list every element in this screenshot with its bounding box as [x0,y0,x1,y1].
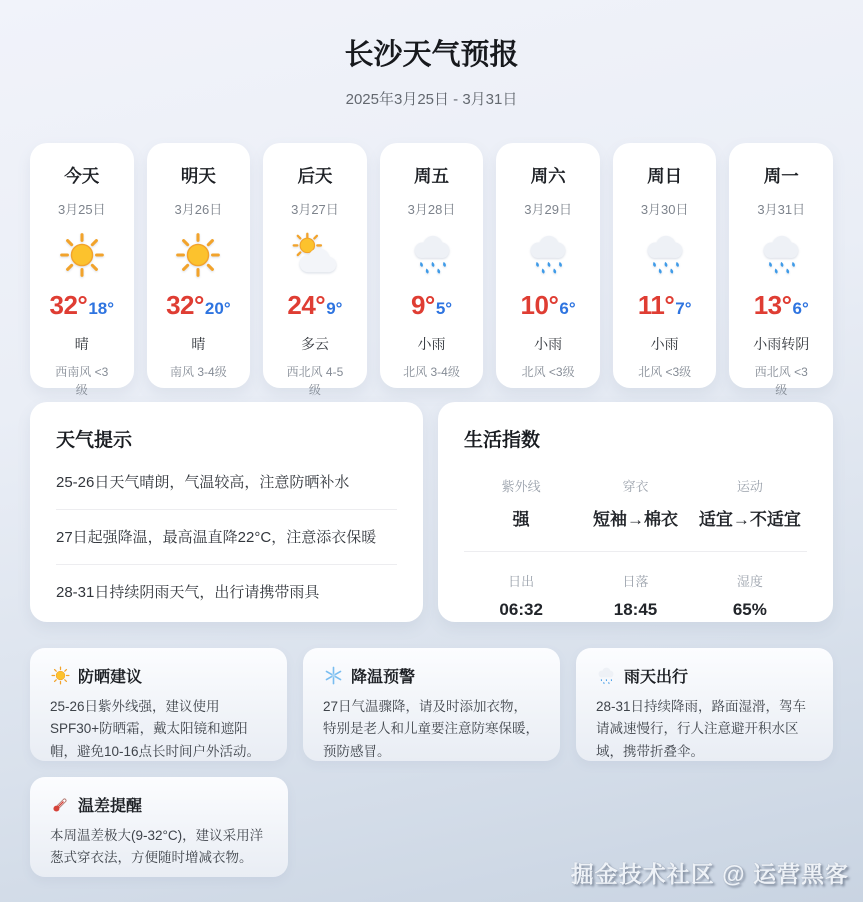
sun-icon [59,232,105,278]
weather-desc: 多云 [300,336,329,352]
day-date: 3月29日 [524,202,572,217]
weather-tips-list [56,455,397,619]
day-card-monday [729,143,833,397]
temperature-pair [638,290,692,321]
advice-title: 温差提醒 [78,798,143,815]
wind-info: 北风 <3级 [638,365,692,379]
day-name: 后天 [297,166,333,186]
wind-info: 南风 3-4级 [170,365,227,379]
advice-title: 雨天出行 [624,669,689,686]
wind-info: 西北风 <3级 [754,365,808,397]
tip-item: 25-26日天气晴朗，气温较高，注意防晒补水 [56,455,397,510]
rain-icon [758,232,804,278]
day-name: 周一 [763,166,799,186]
weather-desc: 晴 [74,336,89,352]
weather-desc: 小雨 [650,336,679,352]
day-card-saturday [496,143,600,388]
rain-icon [642,232,688,278]
day-name: 明天 [180,166,216,186]
advice-row [0,648,863,761]
life-value: 适宜→不适宜 [698,510,801,529]
high-temp: 10° [520,290,559,320]
low-temp: 18° [88,299,115,318]
day-card-day-after [263,143,367,397]
life-label: 湿度 [736,574,763,589]
day-card-friday [380,143,484,388]
partly-cloudy-icon [292,232,338,278]
high-temp: 11° [637,290,675,320]
day-card-sunday [613,143,717,388]
page-header [0,0,863,109]
forecast-row [0,143,863,397]
life-label: 日出 [508,574,535,589]
weather-desc: 小雨转阴 [753,336,810,352]
advice-card-cooling-warning [303,648,560,761]
life-cell-humidity [693,571,807,620]
day-date: 3月28日 [407,202,456,217]
advice-header [50,793,268,816]
divider [464,551,807,552]
life-value: 短袖→棉衣 [592,510,678,529]
temperature-pair [287,290,342,321]
weather-tips-card [30,402,423,622]
wind-info: 西北风 4-5级 [286,365,344,397]
life-label: 穿衣 [622,479,649,494]
low-temp: 9° [326,299,343,318]
thermometer-icon [50,795,70,815]
life-index-grid [464,476,807,620]
temperature-pair [411,290,452,321]
low-temp: 5° [435,299,453,318]
temperature-pair [166,290,231,321]
day-date: 3月26日 [174,202,223,217]
page-title: 长沙天气预报 [344,39,519,71]
weather-desc: 小雨 [417,336,446,352]
sun-icon [175,232,221,278]
rain-cloud-icon [596,666,616,686]
temperature-pair [50,290,115,321]
advice-card-sun-protection [30,648,287,761]
wind-info: 西南风 <3级 [55,365,109,397]
life-cell-sunset [578,571,692,620]
life-label: 运动 [736,479,763,494]
low-temp: 6° [559,299,576,318]
wind-info: 北风 <3级 [521,365,575,379]
wind-info: 北风 3-4级 [403,365,460,379]
day-name: 周五 [414,166,450,186]
life-label: 紫外线 [501,479,541,494]
sun-icon [50,666,70,686]
day-name: 周六 [530,166,566,186]
watermark: 掘金技术社区 @ 运营黑客 [570,861,849,887]
advice-title: 防晒建议 [78,669,143,686]
temperature-pair [754,290,809,321]
advice-header [596,664,813,687]
advice-title: 降温预警 [351,669,416,686]
high-temp: 13° [753,290,792,320]
tip-item: 27日起强降温，最高温直降22°C，注意添衣保暖 [56,510,397,565]
life-cell-clothing [578,476,692,530]
life-value: 18:45 [613,600,658,619]
life-index-title: 生活指数 [464,430,541,451]
middle-section [0,402,863,622]
day-date: 3月31日 [757,202,806,217]
day-card-tomorrow [147,143,251,388]
life-index-card [438,402,833,622]
day-date: 3月30日 [640,202,689,217]
day-name: 周日 [647,166,683,186]
high-temp: 9° [410,290,435,320]
advice-text: 27日气温骤降，请及时添加衣物，特别是老人和儿童要注意防寒保暖，预防感冒。 [323,699,539,759]
advice-card-temp-difference [30,777,288,877]
temperature-pair [521,290,576,321]
advice-text: 本周温差极大(9-32°C)，建议采用洋葱式穿衣法，方便随时增减衣物。 [50,828,264,866]
life-value: 强 [512,510,530,529]
weather-tips-title: 天气提示 [56,430,133,451]
advice-header [50,664,267,687]
day-date: 3月25日 [57,202,106,217]
high-temp: 32° [49,290,88,320]
advice-header [323,664,540,687]
snowflake-icon [323,666,343,686]
weather-desc: 小雨 [534,336,563,352]
high-temp: 32° [166,290,204,320]
life-cell-sport [693,476,807,530]
day-card-today [30,143,134,397]
low-temp: 6° [792,299,809,318]
life-value: 65% [732,600,767,619]
advice-card-rain-travel [576,648,833,761]
date-range: 2025年3月25日 - 3月31日 [345,91,518,108]
rain-icon [409,232,455,278]
low-temp: 7° [675,299,692,318]
life-cell-sunrise [464,571,578,620]
life-value: 06:32 [499,600,543,619]
day-name: 今天 [64,166,100,186]
rain-icon [525,232,571,278]
life-label: 日落 [622,574,649,589]
tip-item: 28-31日持续阴雨天气，出行请携带雨具 [56,584,320,601]
weather-desc: 晴 [191,336,206,352]
day-date: 3月27日 [291,202,339,217]
advice-text: 25-26日紫外线强，建议使用SPF30+防晒霜，戴太阳镜和遮阳帽，避免10-16点长时间户外活动。 [50,699,261,759]
life-cell-uv [464,476,578,530]
low-temp: 20° [204,299,231,318]
advice-text: 28-31日持续降雨，路面湿滑，驾车请减速慢行，行人注意避开积水区域，携带折叠伞。 [596,699,807,759]
high-temp: 24° [287,290,326,320]
